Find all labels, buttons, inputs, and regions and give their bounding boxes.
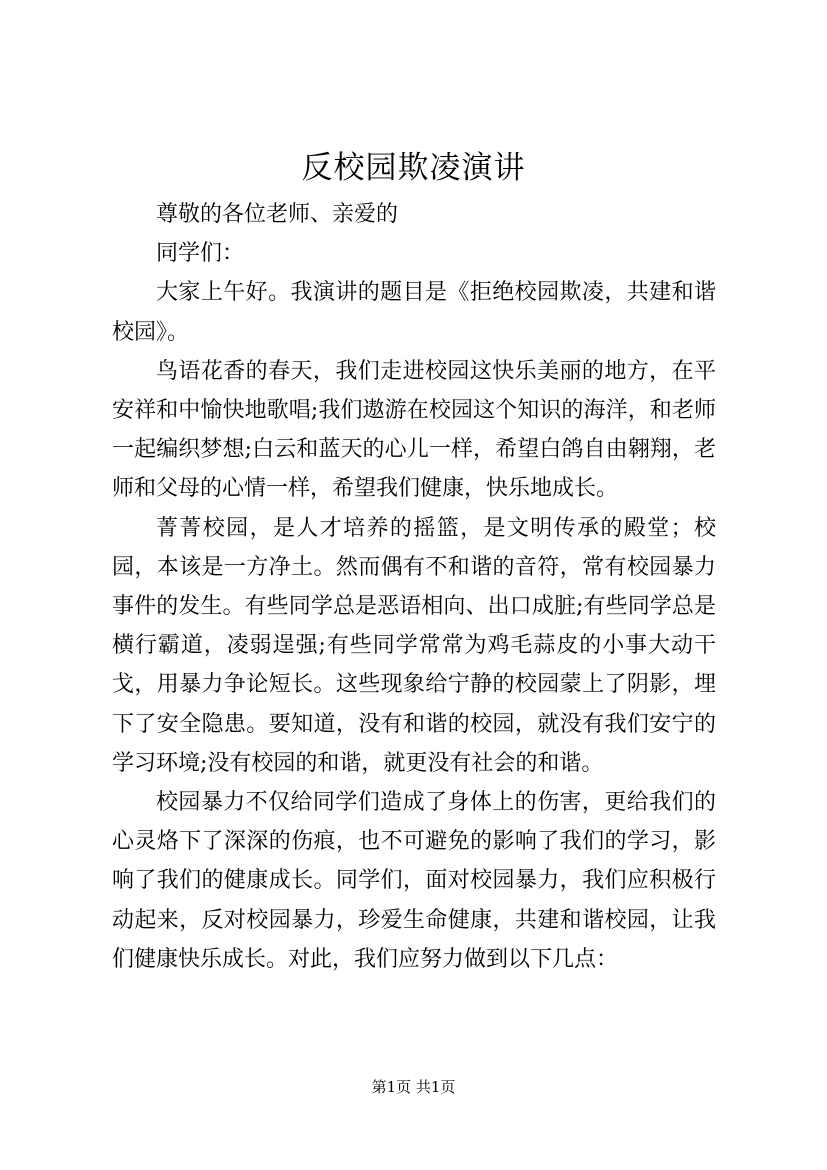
paragraph-greeting: 尊敬的各位老师、亲爱的 — [156, 202, 399, 227]
paragraph-violence: 校园暴力不仅给同学们造成了身体上的伤害，更给我们的心灵烙下了深深的伤痕，也不可避免的影响了我们的学习，影响了我们的健康成长。同学们，面对校园暴力，我们应积极行动起来，反对校园暴力，珍爱生命健康，共建和谐校园，让我们健康快乐成长。对此，我们应努力做到以下几点： — [112, 790, 716, 972]
document-body — [112, 195, 716, 979]
document-title: 反校园欺凌演讲 — [301, 150, 526, 186]
paragraph-intro: 大家上午好。我演讲的题目是《拒绝校园欺凌，共建和谐校园》。 — [112, 280, 716, 345]
paragraph-spring: 鸟语花香的春天，我们走进校园这快乐美丽的地方，在平安祥和中愉快地歌唱;我们遨游在校园这个知识的海洋，和老师一起编织梦想;白云和蓝天的心儿一样，希望白鸽自由翱翔，老师和父母的心情一样，希望我们健康，快乐地成长。 — [112, 358, 716, 502]
page-number: 第1页 共1页 — [371, 1078, 456, 1096]
paragraph-campus: 菁菁校园，是人才培养的摇篮，是文明传承的殿堂；校园，本该是一方净土。然而偶有不和谐的音符，常有校园暴力事件的发生。有些同学总是恶语相向、出口成脏;有些同学总是横行霸道，凌弱逞强;有些同学常常为鸡毛蒜皮的小事大动干戈，用暴力争论短长。这些现象给宁静的校园蒙上了阴影，埋下了安全隐患。要知道，没有和谐的校园，就没有我们安宁的学习环境;没有校园的和谐，就更没有社会的和谐。 — [112, 515, 716, 776]
paragraph-greeting-continued: 同学们： — [156, 241, 245, 267]
